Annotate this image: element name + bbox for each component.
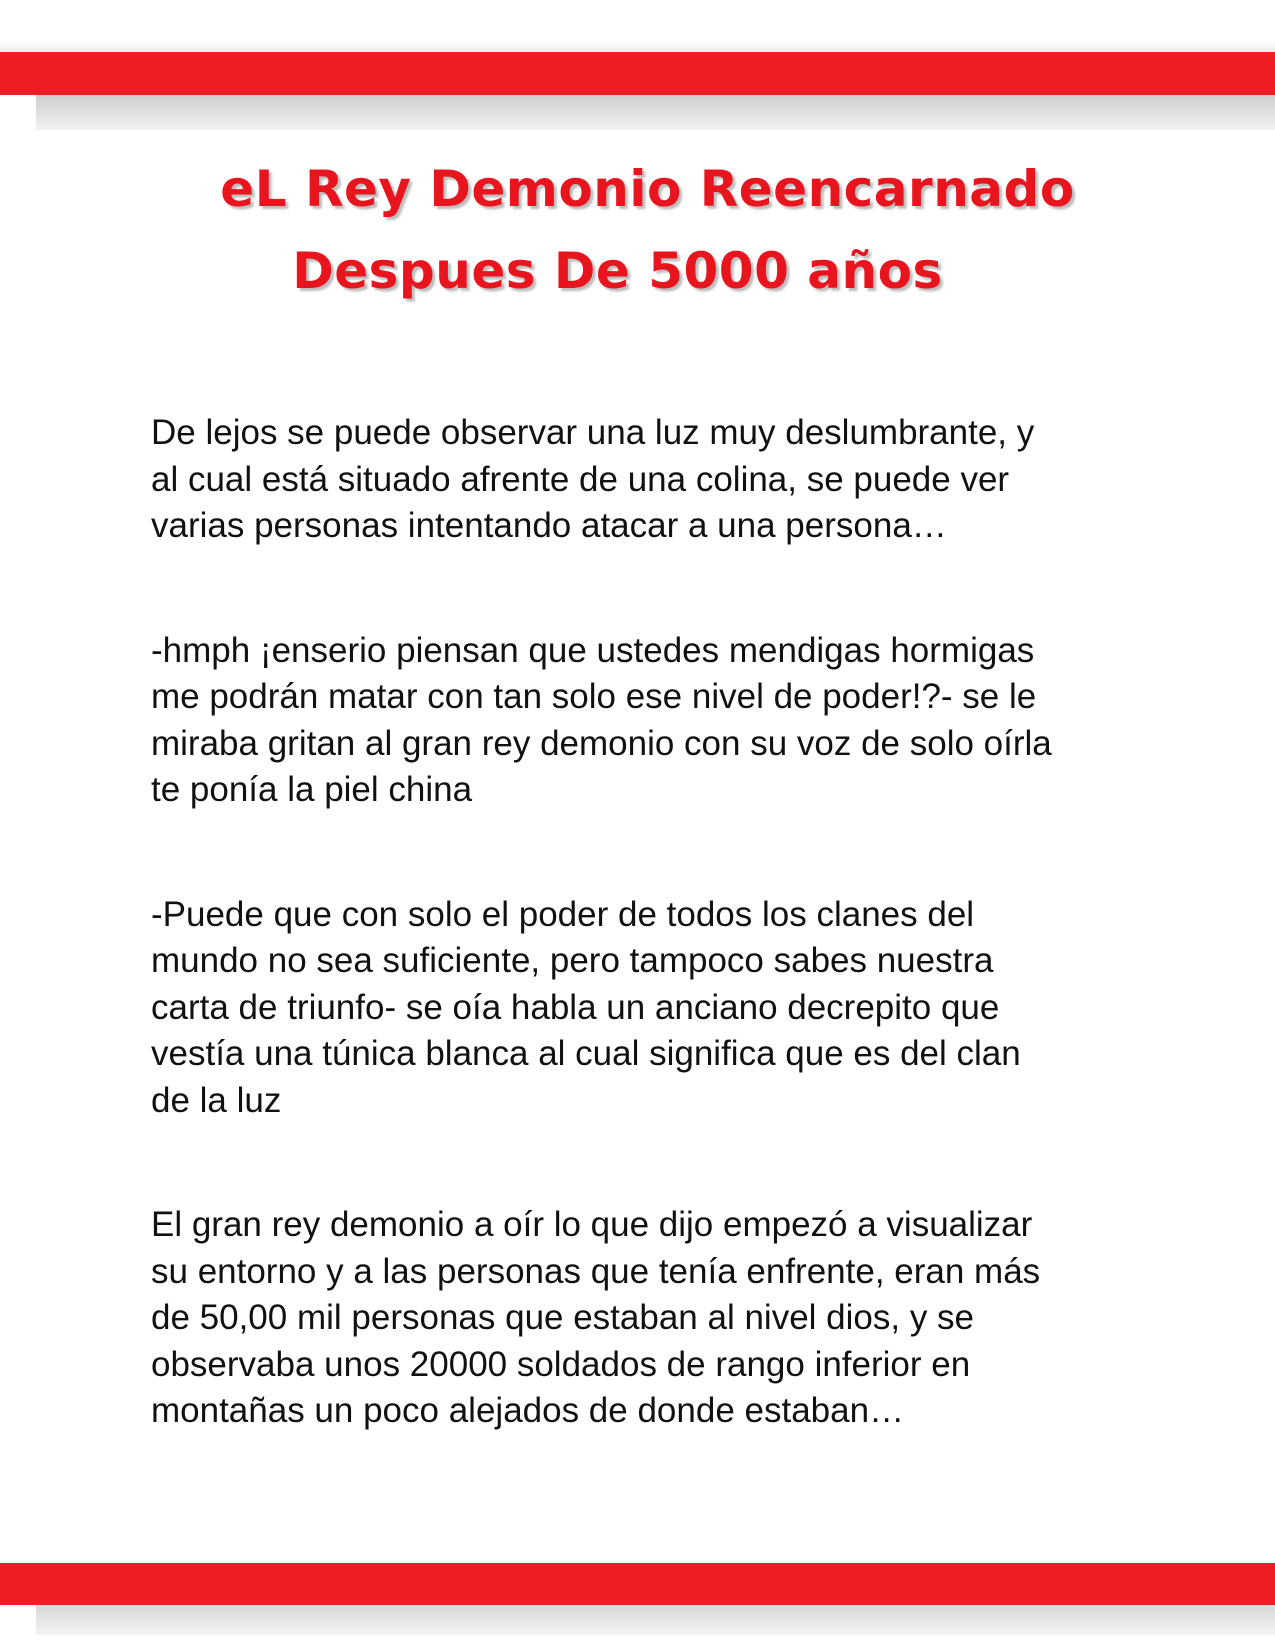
- top-decorative-band: [0, 52, 1275, 144]
- top-band-fade: [0, 40, 1275, 52]
- top-band-red-stripe: [0, 52, 1275, 95]
- paragraph-2: -hmph ¡enserio piensan que ustedes mendigas hormigas me podrán matar con tan solo ese nivel de poder!?- se le miraba gritan al gran rey demonio con su voz de solo oírla te ponía la piel china: [151, 630, 1052, 809]
- title-line-1: eL Rey Demonio Reencarnado: [220, 160, 1075, 218]
- top-band-shadow: [36, 90, 1275, 130]
- document-title: [0, 148, 1275, 312]
- document-body: [151, 410, 1131, 1513]
- paragraph-4: El gran rey demonio a oír lo que dijo empezó a visualizar su entorno y a las personas que tenía enfrente, eran más de 50,00 mil personas que estaban al nivel dios, y se observaba unos 20000 soldados de rango inferior en montañas un poco alejados de donde estaban…: [151, 1205, 1041, 1430]
- bottom-band-red-stripe: [0, 1563, 1275, 1605]
- title-line-2: Despues De 5000 años: [292, 242, 943, 300]
- paragraph-3: -Puede que con solo el poder de todos los clanes del mundo no sea suficiente, pero tampoco sabes nuestra carta de triunfo- se oía habla un anciano decrepito que vestía una túnica blanca al cual significa que es del clan de la luz: [151, 894, 1021, 1120]
- paragraph-1: De lejos se puede observar una luz muy deslumbrante, y al cual está situado afrente de una colina, se puede ver varias personas intentando atacar a una persona…: [151, 413, 1035, 545]
- bottom-decorative-band: [0, 1545, 1275, 1650]
